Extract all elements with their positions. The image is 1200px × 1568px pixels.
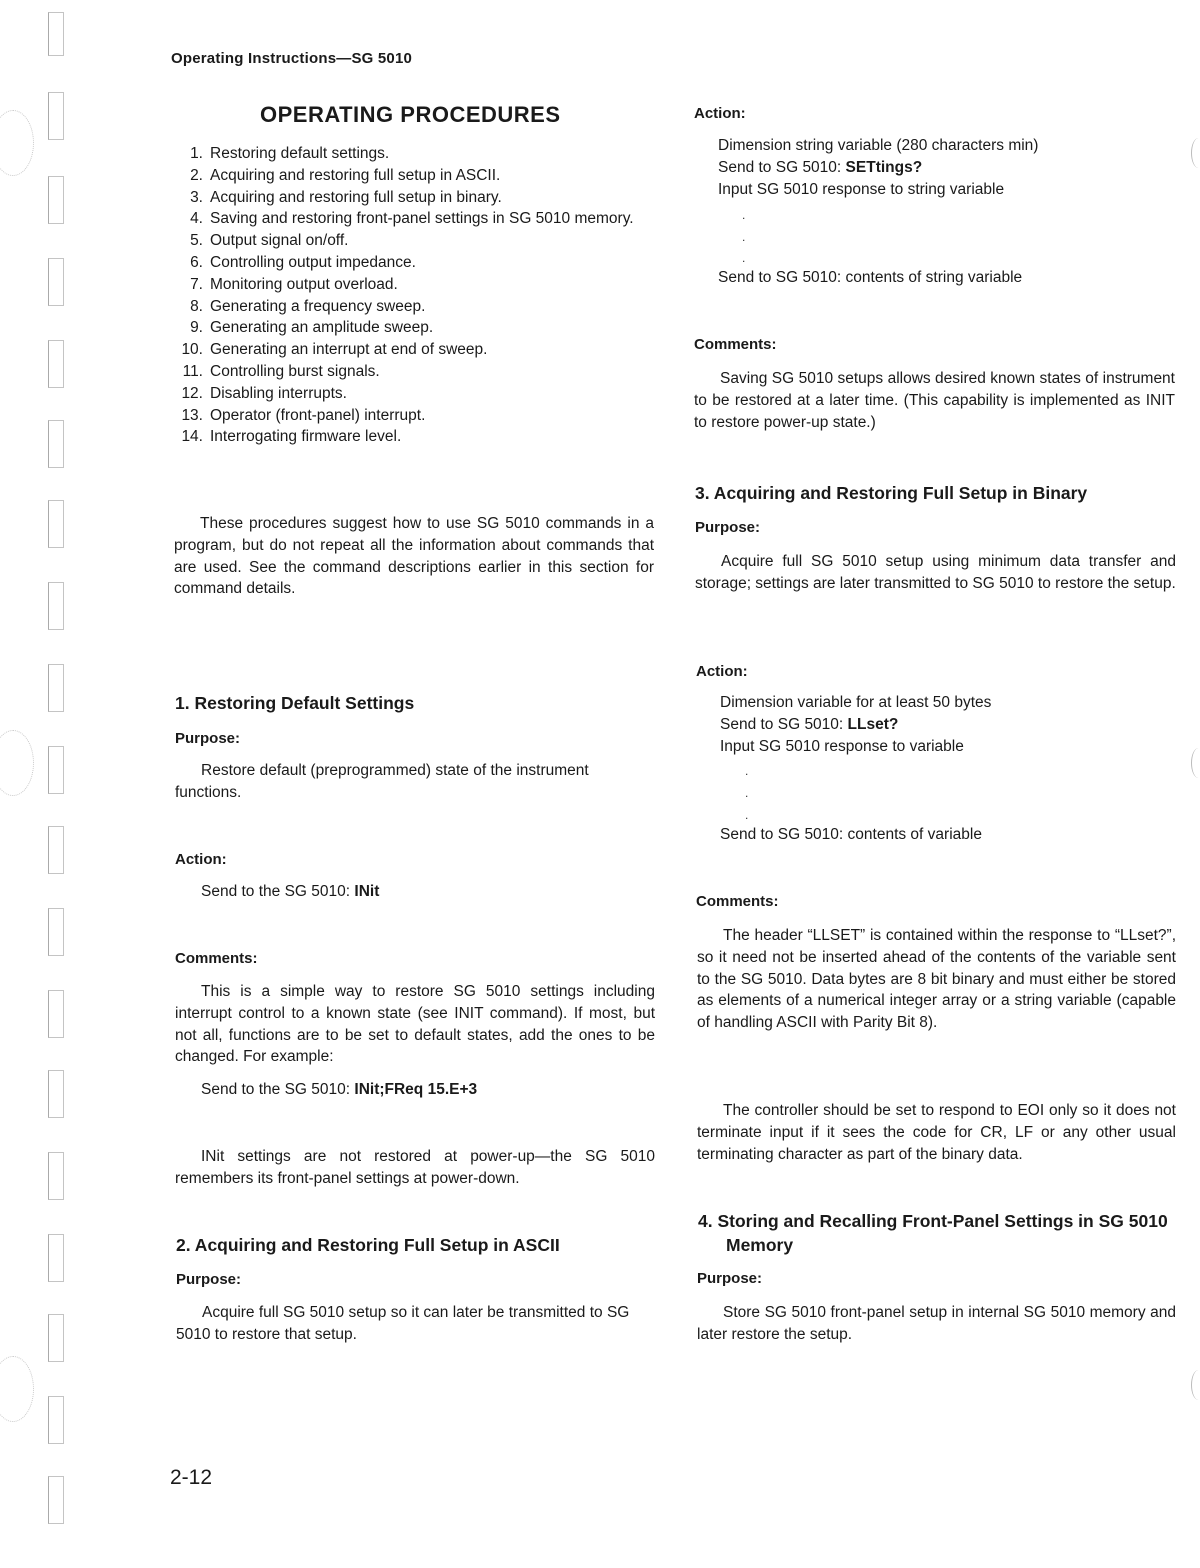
- section-3-comments-label: Comments:: [696, 893, 779, 910]
- section-3-action-line-3: Input SG 5010 response to variable: [720, 738, 964, 755]
- section-2-comments-label: Comments:: [694, 336, 777, 353]
- section-3-purpose-label: Purpose:: [695, 519, 761, 536]
- section-2-purpose-text: Acquire full SG 5010 setup so it can later be transmitted to SG 5010 to restore that setup.: [176, 1304, 630, 1343]
- ellipsis-dot: .: [742, 208, 746, 222]
- section-1-action-label: Action:: [175, 851, 227, 868]
- page-number: 2-12: [170, 1466, 213, 1489]
- ellipsis-dot: .: [742, 251, 746, 265]
- list-item: 9. Generating an amplitude sweep.: [190, 319, 434, 337]
- intro-paragraph: These procedures suggest how to use SG 5010 commands in a program, but do not repeat all the information about commands that are used. See the command descriptions earlier in this section for command details.: [174, 515, 654, 598]
- section-2-action-line-4: Send to SG 5010: contents of string variable: [718, 269, 1023, 286]
- section-2-comment-paragraph: Saving SG 5010 setups allows desired known states of instrument to be restored at a later time. (This capability is implemented as INIT to restore power-up state.): [694, 370, 1175, 431]
- section-3-action-line-1: Dimension variable for at least 50 bytes: [720, 694, 992, 711]
- section-2-action-label: Action:: [694, 105, 746, 122]
- section-3-heading: 3. Acquiring and Restoring Full Setup in Binary: [695, 483, 1088, 503]
- procedure-list: [172, 143, 654, 448]
- section-1-note-paragraph: INit settings are not restored at power-up—the SG 5010 remembers its front-panel settings at power-down.: [175, 1148, 655, 1187]
- list-item: 5. Output signal on/off.: [190, 232, 349, 250]
- ellipsis-dot: .: [745, 786, 749, 800]
- section-1-action-line: Send to the SG 5010: INit: [201, 883, 380, 900]
- list-item: 3. Acquiring and restoring full setup in binary.: [190, 188, 502, 206]
- list-item: 2. Acquiring and restoring full setup in ASCII.: [190, 166, 501, 184]
- section-4-heading: 4. Storing and Recalling Front-Panel Settings in SG 5010 Memory: [698, 1211, 1168, 1255]
- section-3-comment-paragraph: The header “LLSET” is contained within the response to “LLset?”, so it need not be inserted ahead of the contents of the variable sent to the SG 5010. Data bytes are 8 bit binary and must either be stored as elements of a numerical integer array or a string variable (capable of handling ASCII with Parity Bit 8).: [697, 927, 1176, 1032]
- ellipsis-dot: .: [745, 808, 749, 822]
- list-item: 10. Generating an interrupt at end of sweep.: [181, 341, 488, 359]
- section-1-example-line: Send to the SG 5010: INit;FReq 15.E+3: [201, 1081, 478, 1098]
- section-1-heading: 1. Restoring Default Settings: [175, 693, 415, 713]
- ellipsis-dot: .: [745, 764, 749, 778]
- list-item: 13. Operator (front-panel) interrupt.: [181, 406, 426, 424]
- section-4-purpose-label: Purpose:: [697, 1270, 763, 1287]
- list-item: 14. Interrogating firmware level.: [181, 428, 402, 446]
- section-2-heading: 2. Acquiring and Restoring Full Setup in ASCII: [176, 1235, 560, 1255]
- list-item: 6. Controlling output impedance.: [190, 253, 416, 271]
- list-item: 8. Generating a frequency sweep.: [190, 297, 426, 315]
- list-item: 1. Restoring default settings.: [190, 145, 390, 162]
- section-3-action-line-4: Send to SG 5010: contents of variable: [720, 826, 982, 843]
- list-item: 4. Saving and restoring front-panel settings in SG 5010 memory.: [190, 210, 634, 228]
- section-1-purpose-label: Purpose:: [175, 730, 241, 747]
- section-2-action-line-1: Dimension string variable (280 characters min): [718, 137, 1039, 154]
- section-4-purpose-text: Store SG 5010 front-panel setup in internal SG 5010 memory and later restore the setup.: [697, 1304, 1176, 1343]
- section-2-action-line-3: Input SG 5010 response to string variable: [718, 181, 1005, 198]
- section-3-purpose-text: Acquire full SG 5010 setup using minimum data transfer and storage; settings are later transmitted to SG 5010 to restore the setup.: [695, 553, 1176, 592]
- section-1-comments-label: Comments:: [175, 950, 258, 967]
- section-1-purpose-text: Restore default (preprogrammed) state of the instrument functions.: [175, 762, 589, 801]
- list-item: 11. Controlling burst signals.: [182, 362, 380, 380]
- section-2-action-line-2: Send to SG 5010: SETtings?: [718, 159, 923, 176]
- section-3-action-label: Action:: [696, 663, 748, 680]
- section-3-note-paragraph: The controller should be set to respond to EOI only so it does not terminate input if it sees the code for CR, LF or any other usual terminating character as part of the binary data.: [697, 1102, 1176, 1163]
- list-item: 12. Disabling interrupts.: [181, 384, 347, 402]
- ellipsis-dot: .: [742, 230, 746, 244]
- section-2-purpose-label: Purpose:: [176, 1271, 242, 1288]
- page-title: OPERATING PROCEDURES: [260, 102, 561, 127]
- running-header: Operating Instructions—SG 5010: [171, 50, 413, 67]
- section-3-action-line-2: Send to SG 5010: LLset?: [720, 716, 899, 733]
- list-item: 7. Monitoring output overload.: [190, 275, 398, 293]
- section-1-comment-paragraph: This is a simple way to restore SG 5010 settings including interrupt control to a known state (see INIT command). If most, but not all, functions are to be set to default states, add the ones to be changed. For example:: [175, 983, 655, 1066]
